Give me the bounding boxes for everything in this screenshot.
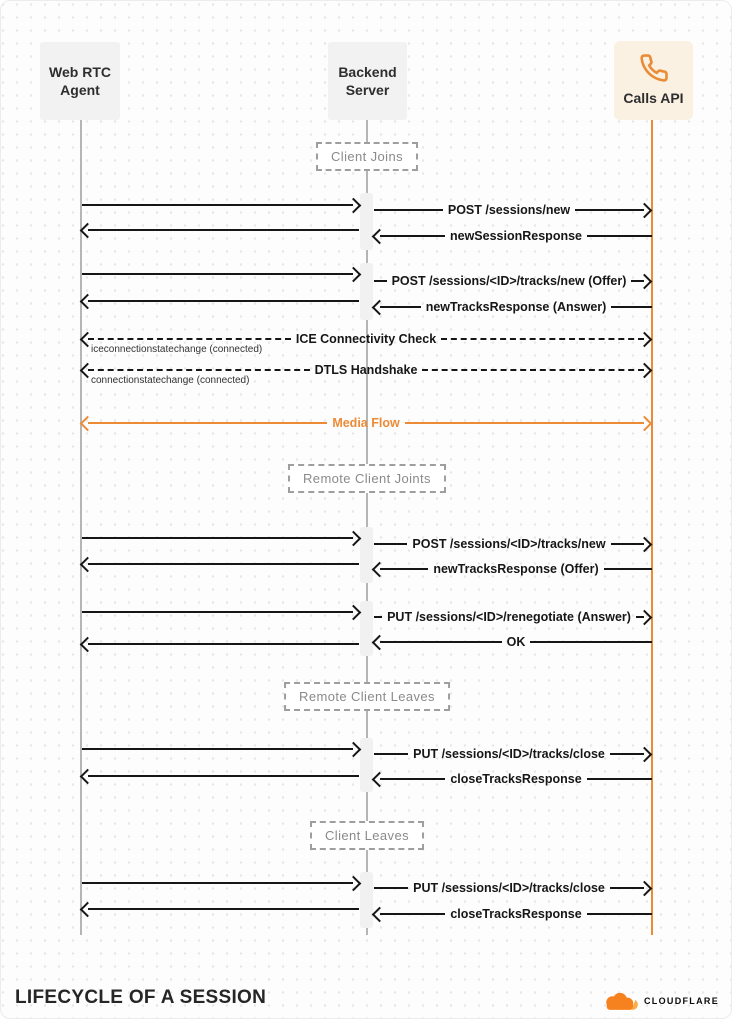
- arrowhead-right-icon: [637, 202, 653, 218]
- message-label: PUT /sessions/<ID>/renegotiate (Answer): [387, 610, 631, 624]
- message-label: POST /sessions/new: [447, 203, 571, 217]
- arrow-new-session-response: [374, 226, 652, 246]
- phase-remote-client-leaves: Remote Client Leaves: [284, 682, 450, 711]
- arrowhead-left-icon: [80, 293, 96, 309]
- arrowhead-left-icon: [80, 636, 96, 652]
- message-label: closeTracksResponse: [450, 907, 582, 921]
- arrow-webrtc-to-backend: [82, 264, 359, 284]
- message-label: newTracksResponse (Offer): [433, 562, 599, 576]
- phase-client-leaves: Client Leaves: [310, 821, 424, 850]
- arrowhead-left-icon: [80, 768, 96, 784]
- phone-icon: [639, 53, 669, 83]
- cloudflare-logo: [601, 991, 719, 1011]
- participant-webrtc-agent: [40, 42, 120, 120]
- arrow-put-tracks-close: [374, 878, 650, 898]
- arrowhead-left-icon: [372, 771, 388, 787]
- event-connection-state: connectionstatechange (connected): [91, 375, 250, 386]
- arrowhead-right-icon: [346, 266, 362, 282]
- arrowhead-left-icon: [372, 228, 388, 244]
- arrowhead-right-icon: [346, 875, 362, 891]
- message-label: closeTracksResponse: [450, 772, 582, 786]
- message-label: newSessionResponse: [450, 229, 582, 243]
- arrow-backend-to-webrtc: [82, 634, 359, 654]
- event-ice-connection-state: iceconnectionstatechange (connected): [91, 344, 263, 355]
- arrow-backend-to-webrtc: [82, 899, 359, 919]
- participant-backend-server: [328, 42, 407, 120]
- arrow-new-tracks-response-offer: [374, 559, 652, 579]
- arrowhead-right-icon: [637, 609, 653, 625]
- activation-bar: [360, 193, 373, 250]
- arrowhead-left-icon: [372, 561, 388, 577]
- participant-label: Agent: [60, 82, 100, 98]
- arrow-close-tracks-response: [374, 904, 652, 924]
- message-label: Media Flow: [332, 416, 400, 430]
- arrowhead-right-icon: [637, 273, 653, 289]
- participant-label: Web RTC: [49, 63, 111, 80]
- message-label: PUT /sessions/<ID>/tracks/close: [413, 747, 605, 761]
- phase-remote-client-joins: Remote Client Joints: [288, 464, 446, 493]
- arrowhead-right-icon: [637, 331, 653, 347]
- participant-label: Calls API: [623, 90, 684, 107]
- message-label: PUT /sessions/<ID>/tracks/close: [413, 881, 605, 895]
- arrowhead-left-icon: [80, 556, 96, 572]
- cloudflare-cloud-icon: [601, 991, 639, 1011]
- arrow-webrtc-to-backend: [82, 195, 359, 215]
- arrow-close-tracks-response: [374, 769, 652, 789]
- arrowhead-left-icon: [372, 299, 388, 315]
- arrowhead-right-icon: [637, 536, 653, 552]
- arrow-post-sessions-new: [374, 200, 650, 220]
- activation-bar: [360, 872, 373, 928]
- message-label: POST /sessions/<ID>/tracks/new: [412, 537, 606, 551]
- arrow-webrtc-to-backend: [82, 528, 359, 548]
- participant-calls-api: [614, 41, 693, 120]
- arrowhead-right-icon: [346, 604, 362, 620]
- arrowhead-left-icon: [80, 901, 96, 917]
- arrow-webrtc-to-backend: [82, 739, 359, 759]
- arrowhead-right-icon: [346, 530, 362, 546]
- arrow-ok-response: [374, 632, 652, 652]
- arrow-put-tracks-close: [374, 744, 650, 764]
- arrowhead-left-icon: [372, 634, 388, 650]
- arrowhead-right-icon: [637, 362, 653, 378]
- arrow-post-tracks-new: [374, 534, 650, 554]
- arrowhead-right-icon: [637, 880, 653, 896]
- arrowhead-right-icon: [346, 197, 362, 213]
- arrow-backend-to-webrtc: [82, 220, 359, 240]
- cloudflare-wordmark: CLOUDFLARE: [644, 996, 719, 1006]
- participant-label: Server: [345, 82, 390, 98]
- arrow-put-renegotiate-answer: [374, 607, 650, 627]
- activation-bar: [360, 527, 373, 583]
- phase-client-joins: Client Joins: [316, 142, 418, 171]
- arrowhead-left-icon: [80, 222, 96, 238]
- arrow-backend-to-webrtc: [82, 554, 359, 574]
- message-label: DTLS Handshake: [314, 363, 418, 377]
- message-label: newTracksResponse (Answer): [425, 300, 607, 314]
- arrow-webrtc-to-backend: [82, 873, 359, 893]
- activation-bar: [360, 601, 373, 656]
- participant-label: Backend: [338, 63, 397, 80]
- arrow-backend-to-webrtc: [82, 766, 359, 786]
- page-title: LIFECYCLE OF A SESSION: [15, 987, 267, 1008]
- activation-bar: [360, 738, 373, 792]
- arrow-backend-to-webrtc: [82, 291, 359, 311]
- message-label: ICE Connectivity Check: [295, 332, 437, 346]
- arrow-webrtc-to-backend: [82, 602, 359, 622]
- arrow-new-tracks-response-answer: [374, 297, 652, 317]
- arrowhead-right-icon: [637, 415, 653, 431]
- message-label: POST /sessions/<ID>/tracks/new (Offer): [391, 274, 627, 288]
- arrowhead-right-icon: [637, 746, 653, 762]
- message-label: OK: [506, 635, 526, 649]
- arrow-post-tracks-new-offer: [374, 271, 650, 291]
- arrowhead-right-icon: [346, 741, 362, 757]
- activation-bar: [360, 263, 373, 320]
- arrow-media-flow: [82, 413, 650, 433]
- arrowhead-left-icon: [80, 415, 96, 431]
- arrowhead-left-icon: [372, 906, 388, 922]
